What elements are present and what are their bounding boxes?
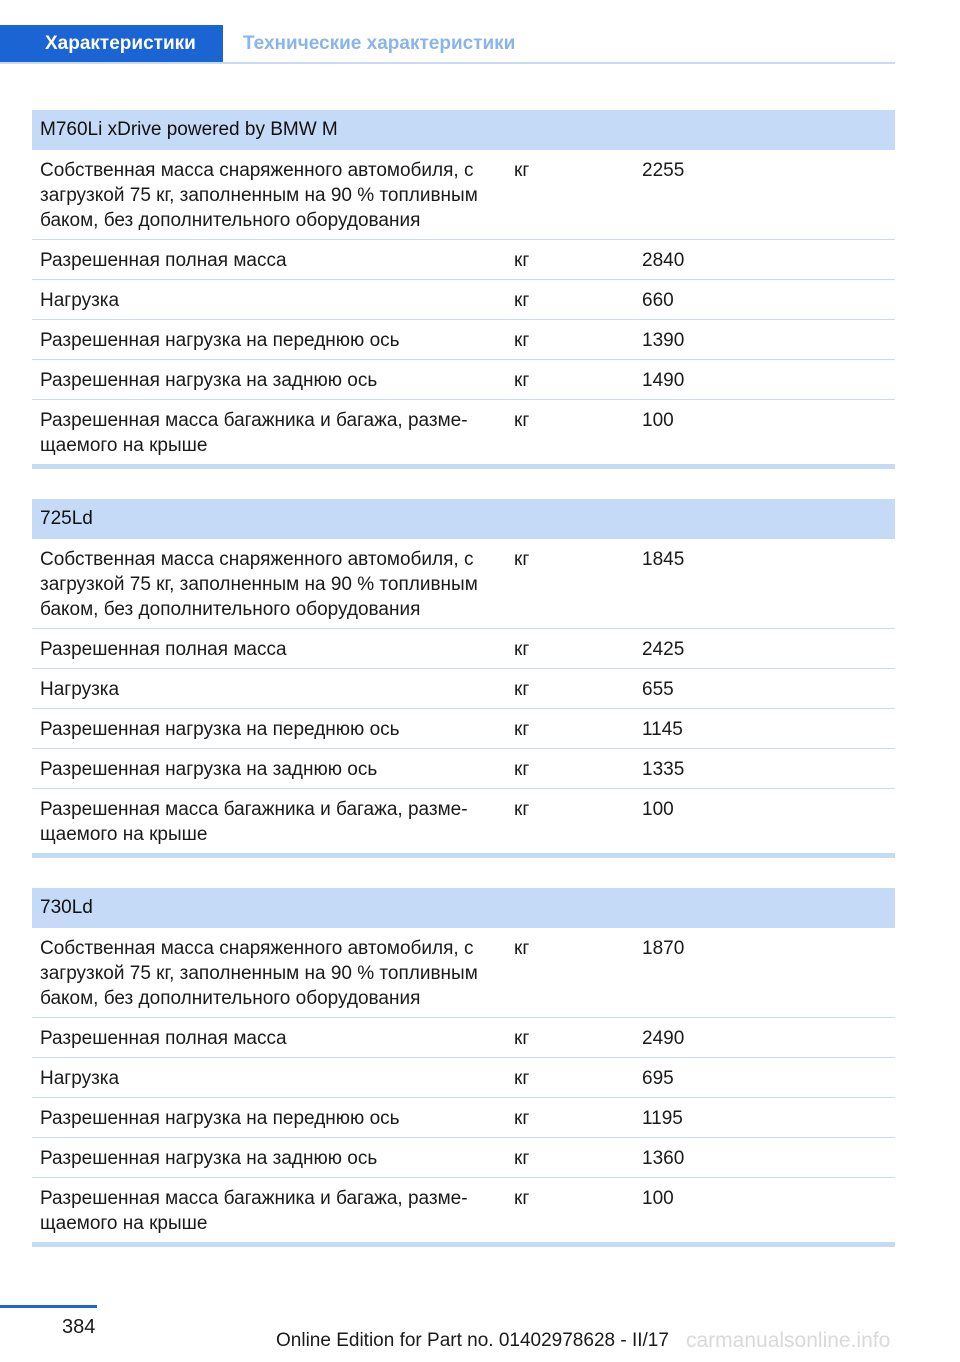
row-name: Собственная масса снаряженного автомобиля, с загрузкой 75 кг, заполненным на 90 % топливным баком, без дополнительного оборудования bbox=[40, 938, 478, 1009]
table-end-bar bbox=[32, 853, 895, 858]
row-unit: кг bbox=[514, 679, 530, 700]
footer-accent-line bbox=[0, 1305, 97, 1308]
row-unit: кг bbox=[514, 759, 530, 780]
row-unit: кг bbox=[514, 1028, 530, 1049]
edition-note: Online Edition for Part no. 01402978628 - II/17 bbox=[276, 1330, 669, 1351]
table-row bbox=[32, 1138, 895, 1178]
row-value: 655 bbox=[642, 679, 674, 700]
table-title: 730Ld bbox=[32, 888, 895, 928]
tab-technical-characteristics[interactable]: Технические характеристики bbox=[243, 33, 516, 54]
row-unit: кг bbox=[514, 549, 530, 570]
row-name: Разрешенная нагрузка на заднюю ось bbox=[40, 759, 378, 780]
row-value: 1490 bbox=[642, 370, 685, 391]
row-value: 100 bbox=[642, 410, 674, 431]
row-unit: кг bbox=[514, 410, 530, 431]
row-value: 2425 bbox=[642, 639, 685, 660]
row-value: 1390 bbox=[642, 330, 685, 351]
row-value: 100 bbox=[642, 1188, 674, 1209]
spec-table-725ld bbox=[32, 499, 895, 858]
row-value: 1870 bbox=[642, 938, 685, 959]
table-row bbox=[32, 240, 895, 280]
row-name: Разрешенная полная масса bbox=[40, 250, 287, 271]
row-unit: кг bbox=[514, 1188, 530, 1209]
table-end-bar bbox=[32, 464, 895, 469]
row-value: 1335 bbox=[642, 759, 685, 780]
row-name: Разрешенная масса багажника и багажа, разме-щаемого на крыше bbox=[40, 799, 468, 845]
table-row bbox=[32, 280, 895, 320]
table-title: 725Ld bbox=[32, 499, 895, 539]
row-name: Собственная масса снаряженного автомобиля, с загрузкой 75 кг, заполненным на 90 % топливным баком, без дополнительного оборудования bbox=[40, 549, 478, 620]
row-name: Разрешенная полная масса bbox=[40, 1028, 287, 1049]
table-row bbox=[32, 629, 895, 669]
row-value: 1195 bbox=[642, 1108, 683, 1129]
row-name: Разрешенная нагрузка на заднюю ось bbox=[40, 370, 378, 391]
row-value: 1145 bbox=[642, 719, 683, 740]
row-value: 1360 bbox=[642, 1148, 685, 1169]
table-row bbox=[32, 320, 895, 360]
row-name: Разрешенная масса багажника и багажа, разме-щаемого на крыше bbox=[40, 410, 468, 456]
row-unit: кг bbox=[514, 290, 530, 311]
table-row bbox=[32, 150, 895, 240]
table-row bbox=[32, 928, 895, 1018]
row-unit: кг bbox=[514, 370, 530, 391]
row-value: 695 bbox=[642, 1068, 674, 1089]
row-name: Нагрузка bbox=[40, 290, 120, 311]
row-unit: кг bbox=[514, 639, 530, 660]
row-name: Разрешенная нагрузка на переднюю ось bbox=[40, 330, 400, 351]
row-unit: кг bbox=[514, 160, 530, 181]
table-row bbox=[32, 360, 895, 400]
row-name: Разрешенная полная масса bbox=[40, 639, 287, 660]
table-title: M760Li xDrive powered by BMW M bbox=[32, 110, 895, 150]
table-end-bar bbox=[32, 1242, 895, 1247]
spec-table-m760li bbox=[32, 110, 895, 469]
tab-characteristics[interactable]: Характеристики bbox=[0, 25, 223, 62]
table-row bbox=[32, 669, 895, 709]
row-name: Нагрузка bbox=[40, 1068, 120, 1089]
row-name: Разрешенная нагрузка на заднюю ось bbox=[40, 1148, 378, 1169]
watermark: carmanualsonline.info bbox=[686, 1329, 891, 1352]
row-name: Собственная масса снаряженного автомобиля, с загрузкой 75 кг, заполненным на 90 % топливным баком, без дополнительного оборудования bbox=[40, 160, 478, 231]
row-name: Разрешенная нагрузка на переднюю ось bbox=[40, 1108, 400, 1129]
table-row bbox=[32, 1018, 895, 1058]
spec-table-730ld bbox=[32, 888, 895, 1247]
row-unit: кг bbox=[514, 1108, 530, 1129]
table-row bbox=[32, 539, 895, 629]
row-value: 2255 bbox=[642, 160, 685, 181]
table-row bbox=[32, 1098, 895, 1138]
row-value: 2840 bbox=[642, 250, 685, 271]
table-row bbox=[32, 789, 895, 853]
row-unit: кг bbox=[514, 799, 530, 820]
page-header bbox=[0, 25, 895, 64]
table-row bbox=[32, 749, 895, 789]
row-value: 100 bbox=[642, 799, 674, 820]
row-unit: кг bbox=[514, 250, 530, 271]
table-row bbox=[32, 1178, 895, 1242]
table-row bbox=[32, 709, 895, 749]
row-name: Разрешенная нагрузка на переднюю ось bbox=[40, 719, 400, 740]
row-name: Нагрузка bbox=[40, 679, 120, 700]
row-name: Разрешенная масса багажника и багажа, разме-щаемого на крыше bbox=[40, 1188, 468, 1234]
row-value: 1845 bbox=[642, 549, 685, 570]
row-unit: кг bbox=[514, 1148, 530, 1169]
row-value: 2490 bbox=[642, 1028, 685, 1049]
row-unit: кг bbox=[514, 719, 530, 740]
table-row bbox=[32, 400, 895, 464]
row-unit: кг bbox=[514, 1068, 530, 1089]
row-unit: кг bbox=[514, 330, 530, 351]
row-value: 660 bbox=[642, 290, 674, 311]
table-row bbox=[32, 1058, 895, 1098]
row-unit: кг bbox=[514, 938, 530, 959]
page-number: 384 bbox=[62, 1316, 96, 1338]
